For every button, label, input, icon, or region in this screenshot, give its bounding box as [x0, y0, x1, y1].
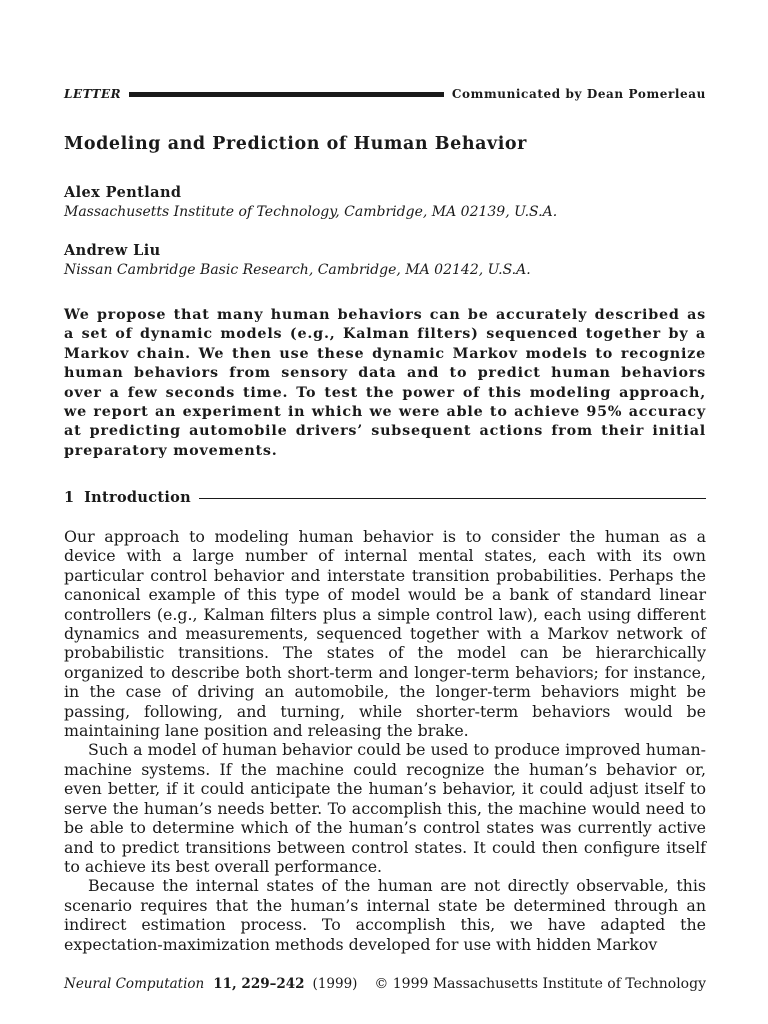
copyright-notice: © 1999 Massachusetts Institute of Technology [374, 976, 706, 992]
paragraph: Our approach to modeling human behavior is to consider the human as a device with a large number of internal mental states, each with its own particular control behavior and interstate transition probabilities. Perhaps the canonical example of this type of model would be a bank of standard linear controllers (e.g., Kalman filters plus a simple control law), each using different dynamics and measurements, sequenced together with a Markov network of probabilistic transitions. The states of the model can be hierarchically organized to describe both short-term and longer-term behaviors; for instance, in the case of driving an automobile, the longer-term behaviors might be passing, following, and turning, while shorter-term behaviors would be maintaining lane position and releasing the brake. [64, 527, 706, 741]
volume-pages: 11, 229–242 [213, 976, 305, 992]
paragraph: Because the internal states of the human are not directly observable, this scenario requires that the human’s internal state be determined through an indirect estimation process. To accomplish this, we have adapted the expectation-maximization methods developed for use with hidden Markov [64, 876, 706, 954]
section-title: Introduction [84, 489, 191, 506]
abstract: We propose that many human behaviors can be accurately described as a set of dynamic models (e.g., Kalman filters) sequenced together by a Markov chain. We then use these dynamic Markov models to recognize human behaviors from sensory data and to predict human behaviors over a few seconds time. To test the power of this modeling approach, we report an experiment in which we were able to achieve 95% accuracy at predicting automobile drivers’ subsequent actions from their initial preparatory movements. [64, 307, 706, 459]
article-type-label: LETTER [64, 87, 122, 101]
paragraph: Such a model of human behavior could be used to produce improved human-machine systems. If the machine could recognize the human’s behavior or, even better, if it could anticipate the human’s behavior, it could adjust itself to serve the human’s needs better. To accomplish this, the machine would need to be able to determine which of the human’s control states was currently active and to predict transitions between control states. It could then configure itself to achieve its best overall performance. [64, 740, 706, 876]
running-header [64, 84, 706, 104]
page-footer [64, 976, 706, 996]
paper-page [64, 0, 706, 1024]
author-affiliation: Massachusetts Institute of Technology, Cambridge, MA 02139, U.S.A. [64, 204, 558, 220]
publication-year: (1999) [312, 976, 358, 992]
body-text [64, 527, 706, 954]
journal-name: Neural Computation [64, 976, 205, 992]
section-rule [199, 498, 706, 499]
paper-title: Modeling and Prediction of Human Behavior [64, 134, 527, 154]
author-affiliation: Nissan Cambridge Basic Research, Cambridge, MA 02142, U.S.A. [64, 262, 531, 278]
section-heading [64, 489, 706, 506]
author-name: Alex Pentland [64, 184, 182, 201]
header-rule [129, 92, 444, 97]
author-name: Andrew Liu [64, 242, 161, 259]
communicated-by: Communicated by Dean Pomerleau [451, 87, 706, 101]
section-number: 1 [64, 489, 75, 506]
